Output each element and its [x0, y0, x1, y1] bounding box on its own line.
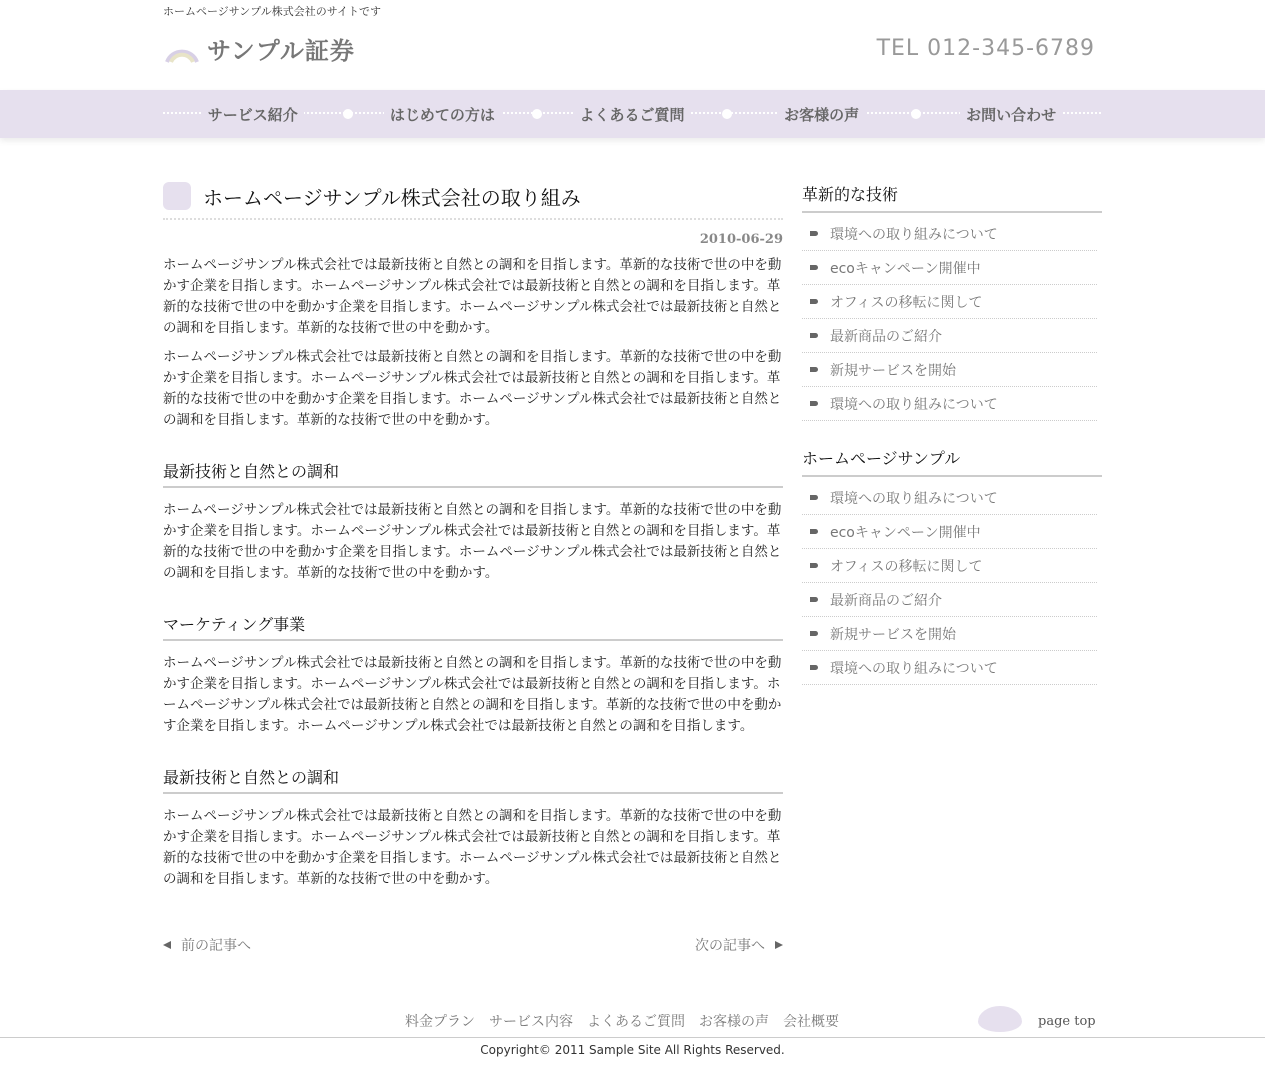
copyright: Copyright© 2011 Sample Site All Rights Reserved. [480, 1043, 785, 1057]
bullet-icon [810, 265, 818, 270]
site-tagline: ホームページサンプル株式会社のサイトです [163, 5, 382, 18]
arrow-right-icon [775, 941, 783, 949]
rainbow-logo-icon [163, 32, 199, 64]
nav-separator-dot [722, 109, 732, 119]
section-paragraph: ホームページサンプル株式会社では最新技術と自然との調和を目指します。革新的な技術で世の中を動かす企業を目指します。ホームページサンプル株式会社では最新技術と自然との調和を目指します。ホームページサンプル株式会社では最新技術と自然との調和を目指します。革新的な技術で世の中を動かす企業を目指します。ホームページサンプル株式会社では最新技術と自然との調和を目指します。 [163, 655, 782, 734]
sidebar-list [802, 481, 1102, 685]
cloud-icon [978, 1006, 1022, 1032]
sidebar-heading: 革新的な技術 [802, 182, 1102, 213]
section-heading: 最新技術と自然との調和 [163, 459, 783, 488]
prev-article-label: 前の記事へ [181, 938, 251, 954]
sidebar-item[interactable]: 環境への取り組みについて [802, 481, 1097, 515]
footer-link-voices[interactable]: お客様の声 [699, 1014, 769, 1030]
sidebar-item[interactable]: 新規サービスを開始 [802, 353, 1097, 387]
prev-article-link[interactable] [163, 935, 251, 955]
sidebar-heading: ホームページサンプル [802, 446, 1102, 477]
nav-separator-dot [532, 109, 542, 119]
nav-item-services[interactable]: サービス紹介 [163, 104, 343, 125]
arrow-left-icon [163, 941, 171, 949]
article-paragraph: ホームページサンプル株式会社では最新技術と自然との調和を目指します。革新的な技術で世の中を動かす企業を目指します。ホームページサンプル株式会社では最新技術と自然との調和を目指します。革新的な技術で世の中を動かす企業を目指します。ホームページサンプル株式会社では最新技術と自然との調和を目指します。革新的な技術で世の中を動かす。 [163, 349, 782, 428]
page-title: ホームページサンプル株式会社の取り組み [203, 185, 581, 210]
bullet-icon [810, 401, 818, 406]
bullet-icon [810, 665, 818, 670]
footer-link-services[interactable]: サービス内容 [489, 1014, 573, 1030]
bullet-icon [810, 563, 818, 568]
sidebar-item[interactable]: 環境への取り組みについて [802, 651, 1097, 685]
phone-number: TEL 012-345-6789 [876, 36, 1095, 61]
bullet-icon [810, 631, 818, 636]
footer-divider [0, 1037, 1265, 1038]
bullet-icon [810, 529, 818, 534]
article-title-row [163, 180, 783, 220]
bullet-icon [810, 367, 818, 372]
bullet-icon [810, 597, 818, 602]
page-top-link[interactable] [978, 1004, 1098, 1034]
sidebar-group-homepage [802, 446, 1102, 685]
footer-link-faq[interactable]: よくあるご質問 [587, 1014, 685, 1030]
footer-nav [405, 1011, 839, 1031]
sidebar-item[interactable]: 新規サービスを開始 [802, 617, 1097, 651]
sidebar-item[interactable]: 最新商品のご紹介 [802, 319, 1097, 353]
nav-item-voices[interactable]: お客様の声 [732, 104, 912, 125]
sidebar-item[interactable]: 最新商品のご紹介 [802, 583, 1097, 617]
main-content [163, 180, 783, 890]
footer-link-company[interactable]: 会社概要 [783, 1014, 839, 1030]
page-top-label: page top [1038, 1014, 1096, 1029]
section-heading: マーケティング事業 [163, 612, 783, 641]
bullet-icon [810, 231, 818, 236]
sidebar-item[interactable]: 環境への取り組みについて [802, 217, 1097, 251]
bullet-icon [810, 495, 818, 500]
bullet-icon [810, 333, 818, 338]
sidebar-item[interactable]: オフィスの移転に関して [802, 549, 1097, 583]
nav-item-contact[interactable]: お問い合わせ [921, 104, 1101, 125]
nav-item-beginners[interactable]: はじめての方は [353, 104, 533, 125]
article-paragraph: ホームページサンプル株式会社では最新技術と自然との調和を目指します。革新的な技術で世の中を動かす企業を目指します。ホームページサンプル株式会社では最新技術と自然との調和を目指します。革新的な技術で世の中を動かす企業を目指します。ホームページサンプル株式会社では最新技術と自然との調和を目指します。革新的な技術で世の中を動かす。 [163, 257, 782, 336]
section-paragraph: ホームページサンプル株式会社では最新技術と自然との調和を目指します。革新的な技術で世の中を動かす企業を目指します。ホームページサンプル株式会社では最新技術と自然との調和を目指します。革新的な技術で世の中を動かす企業を目指します。ホームページサンプル株式会社では最新技術と自然との調和を目指します。革新的な技術で世の中を動かす。 [163, 808, 782, 887]
nav-item-faq[interactable]: よくあるご質問 [542, 104, 722, 125]
bullet-icon [810, 299, 818, 304]
sidebar-group-tech [802, 182, 1102, 421]
sidebar-item[interactable]: 環境への取り組みについて [802, 387, 1097, 421]
global-nav [163, 90, 1101, 138]
section-paragraph: ホームページサンプル株式会社では最新技術と自然との調和を目指します。革新的な技術で世の中を動かす企業を目指します。ホームページサンプル株式会社では最新技術と自然との調和を目指します。革新的な技術で世の中を動かす企業を目指します。ホームページサンプル株式会社では最新技術と自然との調和を目指します。革新的な技術で世の中を動かす。 [163, 502, 782, 581]
sidebar-item[interactable]: ecoキャンペーン開催中 [802, 251, 1097, 285]
logo-text: サンプル証券 [207, 36, 355, 65]
title-badge-icon [163, 182, 191, 210]
sidebar-list [802, 217, 1102, 421]
article-pager [163, 935, 783, 955]
sidebar-item[interactable]: ecoキャンペーン開催中 [802, 515, 1097, 549]
section-heading: 最新技術と自然との調和 [163, 765, 783, 794]
next-article-label: 次の記事へ [695, 938, 765, 954]
nav-separator-dot [343, 109, 353, 119]
next-article-link[interactable] [695, 935, 783, 955]
nav-separator-dot [911, 109, 921, 119]
site-logo[interactable] [163, 30, 355, 66]
sidebar-item[interactable]: オフィスの移転に関して [802, 285, 1097, 319]
article-date: 2010-06-29 [699, 232, 783, 247]
footer-link-pricing[interactable]: 料金プラン [405, 1014, 475, 1030]
